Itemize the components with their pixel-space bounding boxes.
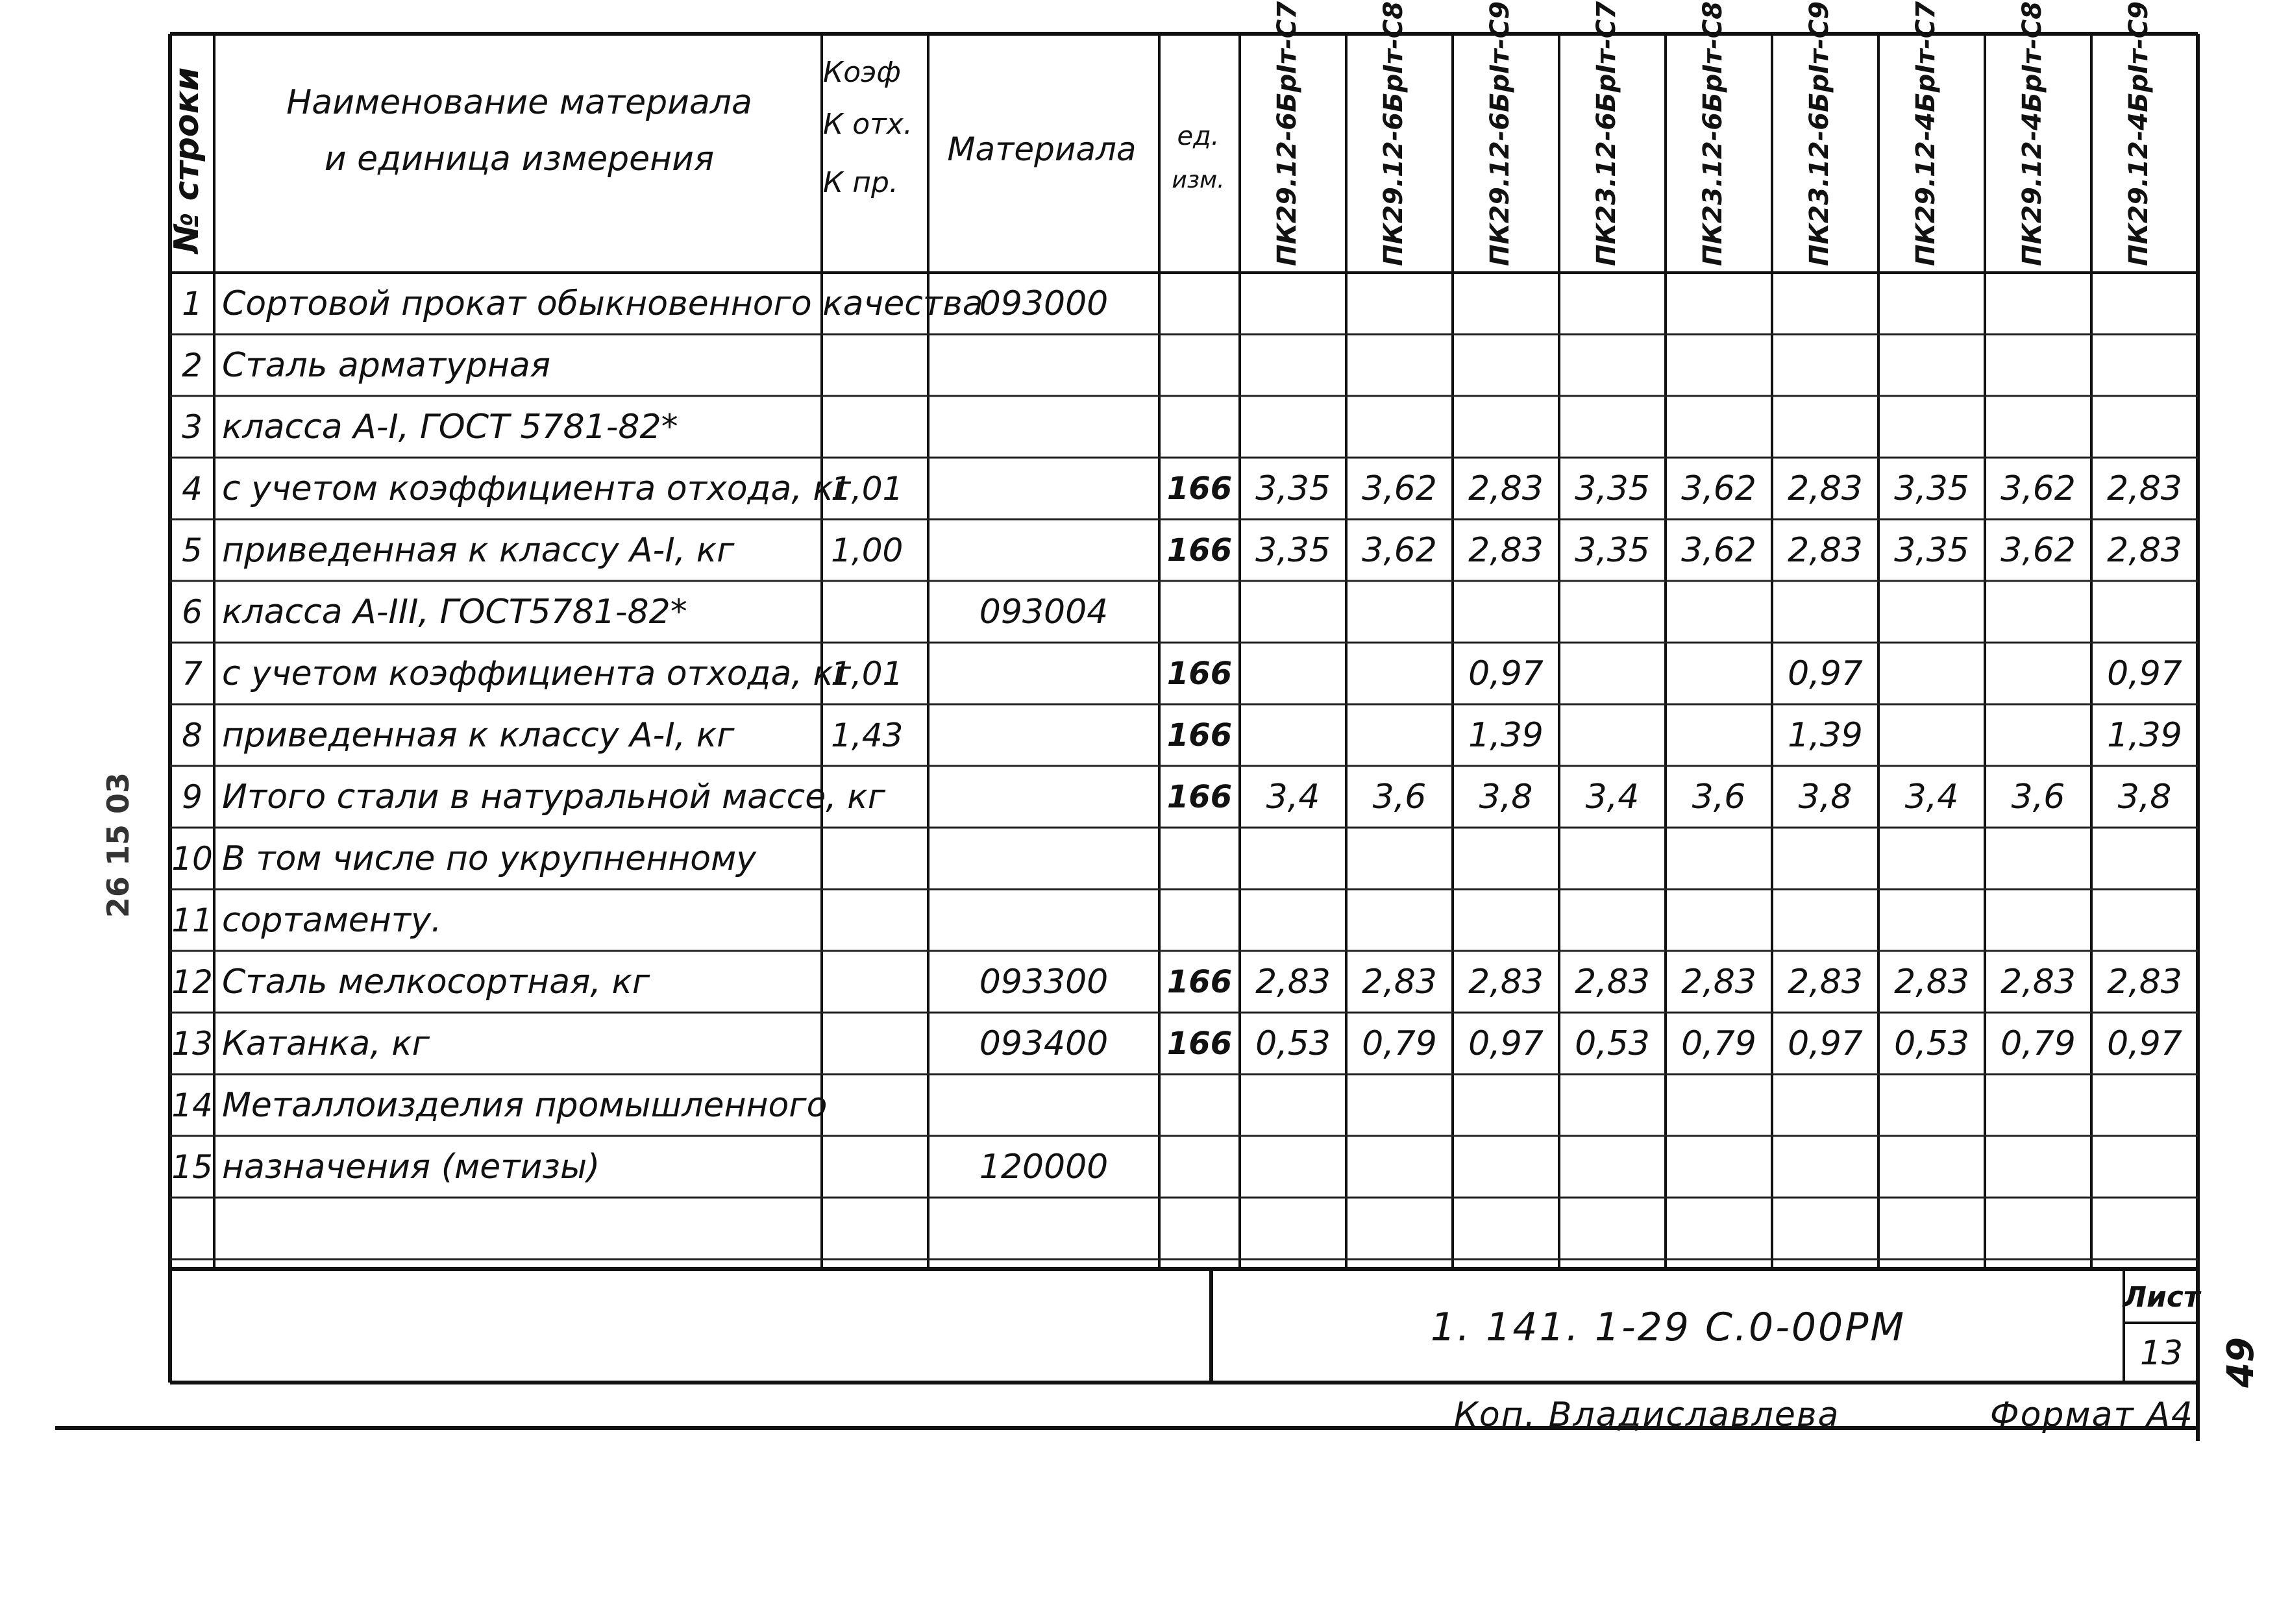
row-material-code: 093300 bbox=[979, 962, 1109, 1002]
row-value bbox=[1667, 889, 1771, 951]
row-coefficient bbox=[823, 581, 933, 643]
row-value: 2,83 bbox=[1468, 962, 1544, 1002]
row-value bbox=[2093, 1136, 2197, 1198]
row-number: 15 bbox=[171, 1148, 213, 1186]
row-value bbox=[1986, 643, 2090, 704]
row-value: 1,39 bbox=[1788, 715, 1863, 755]
row-value bbox=[1454, 1198, 1558, 1259]
row-value: 3,8 bbox=[2117, 777, 2172, 817]
row-value bbox=[1454, 828, 1558, 889]
row-value bbox=[1241, 643, 1345, 704]
row-name: класса А-III, ГОСТ5781-82* bbox=[222, 592, 687, 632]
row-coefficient bbox=[823, 1136, 933, 1198]
product-header: ПК29.12-4БрIт-С8 bbox=[2017, 1, 2047, 266]
left-margin-note: 26 15 03 bbox=[101, 772, 136, 918]
row-value bbox=[1773, 889, 1877, 951]
row-value bbox=[2093, 581, 2197, 643]
row-material-code bbox=[929, 1074, 1158, 1136]
row-value bbox=[1454, 1074, 1558, 1136]
row-value: 2,83 bbox=[1788, 530, 1863, 570]
row-coefficient bbox=[823, 396, 933, 458]
row-value bbox=[1986, 581, 2090, 643]
row-value bbox=[1560, 1074, 1664, 1136]
row-unit bbox=[1161, 334, 1238, 396]
row-number: 13 bbox=[171, 1024, 213, 1063]
row-unit: 166 bbox=[1166, 963, 1233, 1000]
document-code: 1. 141. 1-29 С.0-00РМ bbox=[1430, 1305, 1906, 1350]
row-value bbox=[1986, 889, 2090, 951]
row-value bbox=[1667, 1074, 1771, 1136]
row-name: Сталь мелкосортная, кг bbox=[222, 962, 650, 1002]
row-value: 3,62 bbox=[1362, 530, 1437, 570]
row-unit: 166 bbox=[1166, 470, 1233, 507]
product-header: ПК23.12-6БрIт-С9 bbox=[1804, 1, 1834, 266]
row-coefficient bbox=[823, 889, 933, 951]
row-value bbox=[1667, 1136, 1771, 1198]
row-unit bbox=[1161, 889, 1238, 951]
row-value: 2,83 bbox=[1575, 962, 1650, 1002]
row-value bbox=[1348, 1136, 1451, 1198]
row-value bbox=[1560, 1136, 1664, 1198]
row-value: 3,6 bbox=[1692, 777, 1746, 817]
row-value: 0,97 bbox=[1788, 654, 1863, 693]
row-value: 2,83 bbox=[1255, 962, 1331, 1002]
row-value: 0,79 bbox=[1362, 1024, 1437, 1063]
row-coefficient: 1,01 bbox=[831, 654, 904, 693]
row-value bbox=[1986, 704, 2090, 766]
row-value bbox=[1773, 1136, 1877, 1198]
row-value: 0,97 bbox=[2107, 654, 2182, 693]
row-value: 3,4 bbox=[1266, 777, 1320, 817]
row-value bbox=[1348, 704, 1451, 766]
row-value bbox=[2093, 396, 2197, 458]
row-value: 2,83 bbox=[1788, 469, 1863, 508]
row-value bbox=[1773, 1198, 1877, 1259]
row-value: 0,97 bbox=[1468, 1024, 1544, 1063]
row-value bbox=[1880, 828, 1984, 889]
row-value: 0,79 bbox=[2000, 1024, 2076, 1063]
row-value bbox=[1880, 581, 1984, 643]
row-value bbox=[1880, 889, 1984, 951]
row-value bbox=[1560, 704, 1664, 766]
row-value: 3,6 bbox=[2011, 777, 2065, 817]
row-unit bbox=[1161, 1074, 1238, 1136]
row-value bbox=[1773, 396, 1877, 458]
row-value bbox=[1667, 828, 1771, 889]
row-name: класса А-I, ГОСТ 5781-82* bbox=[222, 407, 678, 447]
row-unit bbox=[1161, 273, 1238, 334]
row-value bbox=[1241, 396, 1345, 458]
row-value bbox=[1560, 643, 1664, 704]
row-number: 11 bbox=[171, 901, 213, 939]
header-unit-line2: изм. bbox=[1172, 167, 1225, 193]
row-value: 0,97 bbox=[2107, 1024, 2182, 1063]
header-name-line2: и единица измерения bbox=[324, 140, 715, 178]
row-value: 2,83 bbox=[1468, 530, 1544, 570]
row-value bbox=[2093, 1198, 2197, 1259]
row-name: приведенная к классу А-I, кг bbox=[222, 715, 735, 755]
row-number bbox=[171, 1198, 213, 1259]
row-coefficient bbox=[823, 951, 933, 1013]
row-value: 3,62 bbox=[2000, 530, 2076, 570]
row-value bbox=[1986, 1074, 2090, 1136]
row-value: 2,83 bbox=[2107, 469, 2182, 508]
row-value bbox=[1348, 643, 1451, 704]
row-value bbox=[1241, 273, 1345, 334]
row-value: 2,83 bbox=[1894, 962, 1969, 1002]
row-value bbox=[2093, 334, 2197, 396]
row-number: 9 bbox=[182, 778, 203, 816]
row-coefficient bbox=[823, 1074, 933, 1136]
header-name-line1: Наименование материала bbox=[286, 83, 752, 122]
row-coefficient bbox=[823, 273, 933, 334]
row-value bbox=[2093, 889, 2197, 951]
row-value bbox=[1667, 334, 1771, 396]
row-value bbox=[1986, 828, 2090, 889]
row-value bbox=[1880, 643, 1984, 704]
header-unit-line1: ед. bbox=[1177, 121, 1220, 151]
row-name: Сталь арматурная bbox=[222, 345, 551, 385]
row-value bbox=[1241, 334, 1345, 396]
row-unit bbox=[1161, 1136, 1238, 1198]
product-header: ПК29.12-4БрIт-С7 bbox=[1911, 1, 1941, 266]
row-coefficient bbox=[823, 1013, 933, 1074]
row-coefficient: 1,43 bbox=[831, 716, 904, 754]
row-value: 3,35 bbox=[1894, 469, 1969, 508]
row-value bbox=[1667, 643, 1771, 704]
row-value bbox=[1241, 581, 1345, 643]
row-value bbox=[1667, 581, 1771, 643]
row-unit: 166 bbox=[1166, 778, 1233, 815]
row-material-code: 093000 bbox=[979, 284, 1109, 323]
row-unit: 166 bbox=[1166, 717, 1233, 754]
row-value: 2,83 bbox=[2107, 530, 2182, 570]
row-value bbox=[2093, 828, 2197, 889]
row-value bbox=[2093, 1074, 2197, 1136]
row-value bbox=[1454, 273, 1558, 334]
row-value bbox=[1348, 334, 1451, 396]
row-value: 1,39 bbox=[2107, 715, 2182, 755]
row-value bbox=[1560, 1198, 1664, 1259]
row-number: 14 bbox=[171, 1086, 213, 1124]
row-value bbox=[1880, 273, 1984, 334]
header-material: Материала bbox=[947, 130, 1137, 168]
row-value: 2,83 bbox=[1362, 962, 1437, 1002]
row-value: 3,6 bbox=[1372, 777, 1427, 817]
row-value: 0,53 bbox=[1255, 1024, 1331, 1063]
row-coefficient: 1,01 bbox=[831, 469, 904, 508]
row-material-code: 093004 bbox=[979, 592, 1109, 632]
row-number: 10 bbox=[171, 839, 213, 878]
row-value bbox=[1880, 1074, 1984, 1136]
row-material-code bbox=[929, 458, 1158, 519]
row-material-code bbox=[929, 1198, 1158, 1259]
row-value bbox=[1241, 704, 1345, 766]
row-value: 3,4 bbox=[1585, 777, 1640, 817]
row-value bbox=[1880, 1198, 1984, 1259]
row-unit bbox=[1161, 828, 1238, 889]
row-material-code bbox=[929, 396, 1158, 458]
row-value bbox=[1560, 396, 1664, 458]
row-value: 1,39 bbox=[1468, 715, 1544, 755]
row-unit bbox=[1161, 581, 1238, 643]
row-material-code bbox=[929, 704, 1158, 766]
row-value bbox=[1348, 1074, 1451, 1136]
row-material-code bbox=[929, 766, 1158, 828]
row-value: 0,97 bbox=[1788, 1024, 1863, 1063]
header-coef-line2: К отх. bbox=[823, 108, 913, 141]
row-value: 3,35 bbox=[1255, 469, 1331, 508]
row-unit: 166 bbox=[1166, 1025, 1233, 1062]
row-value bbox=[1454, 889, 1558, 951]
row-value bbox=[1348, 396, 1451, 458]
row-name: Металлоизделия промышленного bbox=[222, 1085, 828, 1125]
row-value bbox=[1880, 396, 1984, 458]
row-value bbox=[1241, 1136, 1345, 1198]
row-coefficient bbox=[823, 828, 933, 889]
row-value bbox=[1986, 1198, 2090, 1259]
row-name: приведенная к классу А-I, кг bbox=[222, 530, 735, 570]
row-unit: 166 bbox=[1166, 532, 1233, 569]
row-value bbox=[1241, 1074, 1345, 1136]
row-value bbox=[1348, 889, 1451, 951]
row-number: 3 bbox=[182, 408, 203, 446]
row-value bbox=[1773, 581, 1877, 643]
row-value bbox=[1773, 828, 1877, 889]
row-value bbox=[1560, 828, 1664, 889]
row-name: В том числе по укрупненному bbox=[222, 839, 757, 878]
row-coefficient bbox=[823, 1198, 933, 1259]
row-value bbox=[1880, 334, 1984, 396]
header-coef-line1: Коэф bbox=[823, 56, 901, 89]
row-value: 2,83 bbox=[1788, 962, 1863, 1002]
row-name: с учетом коэффициента отхода, кг bbox=[222, 469, 852, 508]
row-unit: 166 bbox=[1166, 655, 1233, 692]
row-number: 4 bbox=[182, 469, 203, 508]
row-name: назначения (метизы) bbox=[222, 1147, 600, 1187]
row-name bbox=[215, 1198, 826, 1259]
product-header: ПК29.12-6БрIт-С9 bbox=[1485, 1, 1515, 266]
row-value: 3,35 bbox=[1255, 530, 1331, 570]
row-name: с учетом коэффициента отхода, кг bbox=[222, 654, 852, 693]
sheet-label: Лист bbox=[2123, 1280, 2200, 1314]
format-label: Формат А4 bbox=[1989, 1396, 2194, 1434]
row-coefficient bbox=[823, 766, 933, 828]
row-value bbox=[1241, 828, 1345, 889]
row-number: 8 bbox=[182, 716, 203, 754]
row-value: 3,35 bbox=[1575, 530, 1650, 570]
row-unit bbox=[1161, 1198, 1238, 1259]
row-value bbox=[1986, 334, 2090, 396]
row-number: 1 bbox=[182, 284, 203, 323]
row-value bbox=[1560, 273, 1664, 334]
row-value bbox=[1454, 396, 1558, 458]
row-material-code bbox=[929, 889, 1158, 951]
row-value bbox=[1454, 1136, 1558, 1198]
row-number: 6 bbox=[182, 593, 203, 631]
row-coefficient bbox=[823, 334, 933, 396]
row-name: сортаменту. bbox=[222, 900, 442, 940]
row-value bbox=[1560, 334, 1664, 396]
row-value: 0,53 bbox=[1894, 1024, 1969, 1063]
row-value: 2,83 bbox=[1681, 962, 1756, 1002]
product-header: ПК29.12-6БрIт-С7 bbox=[1272, 1, 1302, 266]
row-number: 2 bbox=[182, 346, 203, 384]
row-value bbox=[2093, 273, 2197, 334]
row-material-code bbox=[929, 334, 1158, 396]
row-name: Итого стали в натуральной массе, кг bbox=[222, 777, 886, 817]
row-value bbox=[1773, 273, 1877, 334]
row-name: Сортовой прокат обыкновенного качества bbox=[222, 284, 983, 323]
row-value bbox=[1560, 581, 1664, 643]
product-header: ПК23.12-6БрIт-С7 bbox=[1592, 1, 1621, 266]
product-header: ПК29.12-6БрIт-С8 bbox=[1379, 1, 1409, 266]
row-value: 2,83 bbox=[1468, 469, 1544, 508]
row-material-code: 120000 bbox=[979, 1147, 1109, 1187]
row-value bbox=[1667, 1198, 1771, 1259]
row-name: Катанка, кг bbox=[222, 1024, 430, 1063]
product-header: ПК23.12-6БрIт-С8 bbox=[1698, 1, 1728, 266]
row-value bbox=[1454, 581, 1558, 643]
row-number: 12 bbox=[171, 963, 213, 1001]
row-value bbox=[1241, 889, 1345, 951]
row-value bbox=[1880, 1136, 1984, 1198]
row-value bbox=[1667, 704, 1771, 766]
copied-by: Коп. Владиславлева bbox=[1454, 1396, 1840, 1434]
row-value bbox=[1986, 396, 2090, 458]
row-value bbox=[1241, 1198, 1345, 1259]
row-value: 0,53 bbox=[1575, 1024, 1650, 1063]
row-value bbox=[1773, 334, 1877, 396]
row-unit bbox=[1161, 396, 1238, 458]
row-value: 2,83 bbox=[2107, 962, 2182, 1002]
row-value: 3,35 bbox=[1575, 469, 1650, 508]
row-value bbox=[1986, 1136, 2090, 1198]
row-value: 0,97 bbox=[1468, 654, 1544, 693]
sheet-number: 13 bbox=[2139, 1334, 2184, 1373]
row-value bbox=[1348, 1198, 1451, 1259]
row-material-code bbox=[929, 828, 1158, 889]
row-value: 3,62 bbox=[1681, 530, 1756, 570]
row-value bbox=[1667, 273, 1771, 334]
product-header: ПК29.12-4БрIт-С9 bbox=[2124, 1, 2154, 266]
row-material-code: 093400 bbox=[979, 1024, 1109, 1063]
row-value bbox=[1880, 704, 1984, 766]
row-value: 3,35 bbox=[1894, 530, 1969, 570]
row-value: 3,8 bbox=[1798, 777, 1852, 817]
header-coef-line3: К пр. bbox=[823, 166, 898, 199]
side-page-number: 49 bbox=[2220, 1337, 2262, 1388]
row-value bbox=[1986, 273, 2090, 334]
row-value: 2,83 bbox=[2000, 962, 2076, 1002]
row-value: 3,4 bbox=[1904, 777, 1959, 817]
row-value: 3,8 bbox=[1479, 777, 1533, 817]
row-number: 5 bbox=[182, 531, 203, 569]
row-value: 3,62 bbox=[2000, 469, 2076, 508]
header-row-no: № строки bbox=[167, 67, 206, 253]
row-material-code bbox=[929, 519, 1158, 581]
row-material-code bbox=[929, 643, 1158, 704]
row-value bbox=[1348, 828, 1451, 889]
row-value: 3,62 bbox=[1681, 469, 1756, 508]
row-value bbox=[1773, 1074, 1877, 1136]
row-value bbox=[1348, 273, 1451, 334]
row-number: 7 bbox=[182, 654, 203, 693]
row-value: 0,79 bbox=[1681, 1024, 1756, 1063]
row-value bbox=[1454, 334, 1558, 396]
row-value bbox=[1348, 581, 1451, 643]
row-value bbox=[1667, 396, 1771, 458]
row-value: 3,62 bbox=[1362, 469, 1437, 508]
row-coefficient: 1,00 bbox=[831, 531, 904, 569]
row-value bbox=[1560, 889, 1664, 951]
